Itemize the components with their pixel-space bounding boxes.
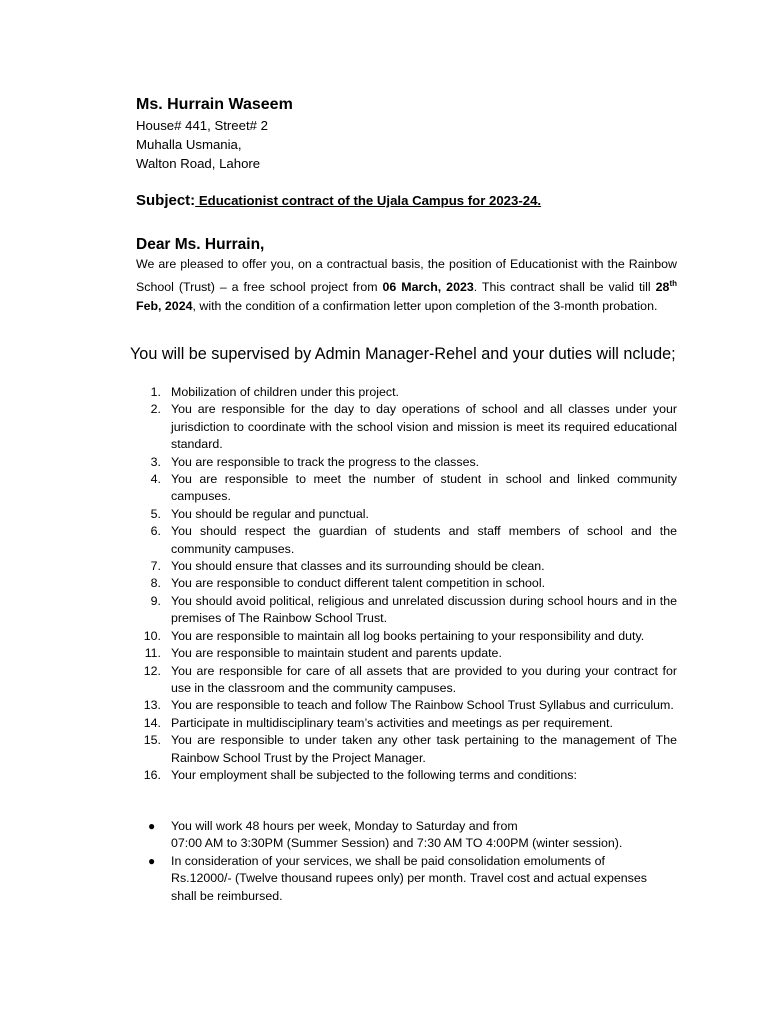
duty-item [136, 558, 677, 575]
duty-number: 12. [143, 663, 161, 678]
duty-number: 3. [150, 454, 161, 469]
duty-item [136, 593, 677, 628]
duty-item [136, 454, 677, 471]
duty-number: 7. [150, 559, 161, 574]
intro-part-3: , with the condition of a confirmation letter upon completion of the 3-month probation. [192, 299, 658, 314]
intro-part-1: We are pleased to offer you, on a contractual basis, the position of Educationist with the Rainbow School (Trust) – a free school project from [136, 257, 677, 295]
duty-text: Participate in multidisciplinary team’s activities and meetings as per requirement. [171, 715, 613, 730]
terms-list [136, 818, 677, 905]
duty-item [136, 697, 677, 714]
term-2-line-3: shall be reimbursed. [171, 888, 283, 903]
duty-item [136, 506, 677, 523]
duty-item [136, 732, 677, 767]
duty-item [136, 401, 677, 453]
supervision-statement: You will be supervised by Admin Manager-Rehel and your duties will nclude; [130, 345, 676, 363]
intro-part-2: . This contract shall be valid till [473, 280, 656, 295]
duty-item [136, 628, 677, 645]
duty-number: 5. [150, 506, 161, 521]
duty-number: 10. [143, 628, 161, 643]
duty-text: You are responsible to meet the number of student in school and linked community campuses. [171, 472, 677, 504]
duty-text: You should ensure that classes and its surrounding should be clean. [171, 559, 545, 574]
duty-item [136, 715, 677, 732]
duty-item [136, 767, 677, 784]
end-date-suffix: th [669, 279, 677, 288]
duty-number: 9. [150, 593, 161, 608]
duty-number: 11. [144, 646, 161, 661]
term-1-line-1: You will work 48 hours per week, Monday to Saturday and from [171, 819, 518, 833]
address-line-3: Walton Road, Lahore [136, 156, 261, 171]
term-item [136, 818, 677, 853]
subject-text: Educationist contract of the Ujala Campus for 2023-24. [195, 193, 542, 208]
address-line-1: House# 441, Street# 2 [136, 118, 268, 133]
duty-number: 14. [143, 715, 161, 730]
duty-text: Your employment shall be subjected to the following terms and conditions: [171, 767, 577, 782]
start-date: 06 March, 2023 [382, 280, 474, 295]
duty-item [136, 384, 677, 401]
duty-text: You are responsible to teach and follow The Rainbow School Trust Syllabus and curriculum. [171, 698, 674, 713]
duty-number: 1. [150, 385, 161, 399]
duty-item [136, 523, 677, 558]
duties-list [136, 384, 677, 784]
duty-item [136, 663, 677, 698]
duty-text: You should be regular and punctual. [171, 506, 369, 521]
duty-item [136, 575, 677, 592]
duty-text: You should respect the guardian of students and staff members of school and the community campuses. [171, 524, 677, 556]
bullet-icon: ● [148, 819, 156, 833]
duty-item [136, 471, 677, 506]
intro-paragraph [136, 255, 677, 316]
end-date-rest: Feb, 2024 [136, 299, 193, 314]
term-2-line-2: Rs.12000/- (Twelve thousand rupees only) per month. Travel cost and actual expenses [171, 871, 647, 886]
duty-text: You are responsible to under taken any other task pertaining to the management of The Rainbow School Trust by the Project Manager. [171, 733, 677, 765]
duty-item [136, 645, 677, 662]
duty-number: 8. [150, 576, 161, 591]
duty-text: You are responsible to conduct different talent competition in school. [171, 576, 546, 591]
duty-number: 15. [143, 733, 161, 748]
recipient-address-block [136, 94, 696, 173]
salutation: Dear Ms. Hurrain, [136, 236, 265, 253]
duty-number: 6. [150, 524, 161, 539]
subject-label: Subject: [136, 192, 196, 209]
duty-number: 16. [143, 767, 161, 782]
duty-text: Mobilization of children under this project. [171, 385, 399, 399]
duty-text: You are responsible for care of all assets that are provided to you during your contract for use in the classroom and the community campuses. [171, 663, 677, 695]
duty-number: 2. [150, 402, 161, 417]
duty-text: You are responsible for the day to day operations of school and all classes under your jurisdiction to coordinate with the school vision and mission is meet its required educational standard. [171, 402, 677, 452]
duty-number: 4. [150, 472, 161, 487]
subject-line [136, 190, 696, 212]
end-date-day: 28 [655, 280, 670, 295]
term-item [136, 853, 677, 905]
recipient-name: Ms. Hurrain Waseem [136, 96, 293, 113]
term-2-line-1: In consideration of your services, we shall be paid consolidation emoluments of [171, 853, 605, 868]
term-1-line-2: 07:00 AM to 3:30PM (Summer Session) and 7:30 AM TO 4:00PM (winter session). [171, 836, 623, 851]
duty-text: You are responsible to maintain student and parents update. [171, 646, 502, 661]
bullet-icon: ● [148, 853, 156, 868]
duty-text: You are responsible to track the progress to the classes. [171, 454, 480, 469]
duty-number: 13. [143, 698, 161, 713]
duty-text: You are responsible to maintain all log books pertaining to your responsibility and duty. [171, 628, 645, 643]
address-line-2: Muhalla Usmania, [136, 137, 242, 152]
duty-text: You should avoid political, religious and unrelated discussion during school hours and in the premises of The Rainbow School Trust. [171, 593, 677, 626]
